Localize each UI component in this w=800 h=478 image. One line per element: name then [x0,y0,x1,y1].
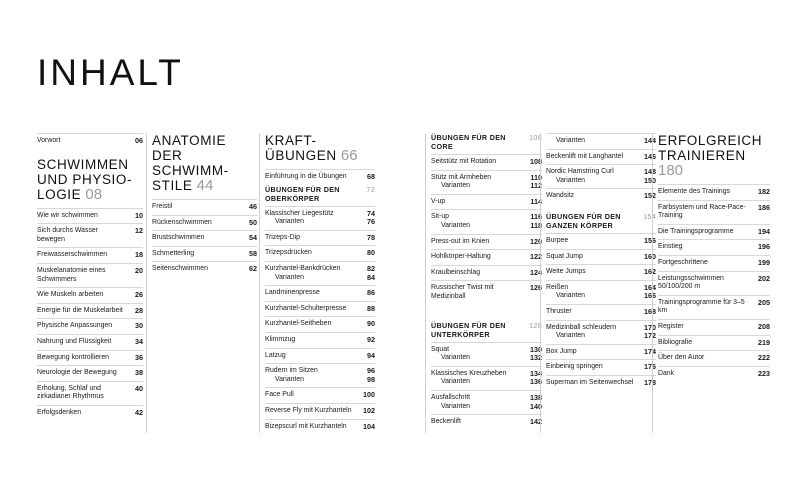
entry-page-number: 100 [363,390,375,400]
subsection-heading [265,185,375,203]
entry-title: Nahrung und Flüssigkeit [37,337,112,345]
entry-title: Trizeps-Dip [265,233,300,241]
entry-page-number: 168 [644,306,656,316]
toc-entry[interactable] [37,133,143,149]
entry-variant-title: Varianten [441,221,470,229]
entry-page-number: 92 [367,334,375,344]
entry-variant-page-number: 166 [644,291,656,301]
entry-variant-page-number: 132 [530,353,542,363]
entry-page-number: 146 [644,151,656,161]
toc-entry[interactable] [658,319,770,335]
entry-page-number: 20 [135,265,143,275]
entry-page-number: 176 [644,362,656,372]
entry-variant-title: Varianten [275,273,304,281]
spacer [431,305,542,313]
entry-page-number: 42 [135,407,143,417]
toc-entry[interactable] [546,359,656,375]
entry-page-number: 104 [363,421,375,431]
entry-title: V-up [431,197,446,205]
toc-entry[interactable] [431,234,542,250]
toc-entry[interactable] [431,154,542,170]
toc-entry[interactable] [658,350,770,366]
toc-entry[interactable] [546,344,656,360]
entry-title: Kurzhantel-Bankdrücken [265,264,341,272]
entry-title: Trizepsdrücken [265,249,312,257]
section-heading [658,133,770,178]
toc-entry[interactable] [546,164,656,188]
entry-title: Einführung in die Übungen [265,173,347,180]
toc-entry[interactable] [546,188,656,204]
entry-title: Reißen [546,283,569,291]
entry-title: Leistungsschwimmen 50/100/200 m [658,274,724,291]
toc-entry[interactable] [37,334,143,350]
entry-title: Erfolgsdenken [37,408,82,416]
subsection-title: ÜBUNGEN FÜR DEN UNTERKÖRPER [431,320,506,339]
entry-title: Reverse Fly mit Kurzhanteln [265,406,352,414]
toc-entry[interactable] [546,320,656,344]
entry-page-number: 162 [644,267,656,277]
toc-entry[interactable] [37,381,143,405]
toc-entry[interactable] [37,318,143,334]
toc-entry[interactable] [152,246,257,262]
section-title: ERFOLGREICH TRAINIEREN [658,133,763,163]
entry-page-number: 148 [644,167,656,177]
entry-page-number: 86 [367,288,375,298]
entry-page-number: 223 [758,368,770,378]
entry-title: Kraulbeinschlag [431,268,481,276]
toc-entry[interactable] [658,255,770,271]
entry-page-number: 62 [249,264,257,274]
entry-page-number: 208 [758,321,770,331]
entry-page-number: 30 [135,321,143,331]
toc-entry[interactable] [37,405,143,421]
entry-page-number: 156 [644,235,656,245]
toc-column-2 [146,133,257,433]
toc-entry[interactable] [546,375,656,391]
section-page-number: 44 [192,177,214,194]
toc-entry[interactable] [265,419,375,435]
entry-page-number: 06 [135,136,143,145]
entry-title: Squat [431,345,450,353]
toc-entry[interactable] [431,342,542,366]
entry-page-number: 144 [644,136,656,145]
toc-entry[interactable] [265,301,375,317]
entry-page-number: 122 [530,252,542,262]
subsection-heading [431,321,542,339]
toc-entry[interactable] [265,245,375,261]
section-title: SCHWIMMEN UND PHYSIO-LOGIE [37,156,133,202]
entry-variant-title: Varianten [556,176,585,184]
entry-title: Freiwasserschwimmen [37,251,108,259]
entry-title: Stütz mit Armheben [431,173,492,181]
toc-entry[interactable] [658,184,770,200]
entry-title: Wandsitz [546,192,575,200]
entry-title: Thruster [546,307,572,315]
entry-page-number: 222 [758,353,770,363]
entry-title: Dank [658,369,675,377]
toc-entry[interactable] [37,263,143,287]
entry-page-number: 202 [758,273,770,283]
subsection-heading [431,133,542,151]
entry-title: Bizepscurl mit Kurzhanteln [265,422,347,430]
toc-entry[interactable] [658,335,770,351]
entry-page-number: 194 [758,226,770,236]
entry-title: Elemente des Trainings [658,188,731,195]
section-page-number: 08 [81,185,103,203]
entry-page-number: 18 [135,250,143,260]
toc-entry[interactable] [265,316,375,332]
entry-title: Bibliografie [658,338,693,346]
entry-page-number: 120 [530,236,542,246]
entry-variant-page-number: 98 [367,374,375,384]
spacer [431,313,542,321]
subsection-title: ÜBUNGEN FÜR DEN GANZEN KÖRPER [546,211,621,230]
toc-column-1 [37,133,143,421]
entry-page-number: 82 [367,263,375,273]
entry-page-number: 34 [135,336,143,346]
toc-entry[interactable] [37,350,143,366]
entry-title: Sich durchs Wasser bewegen [37,227,99,243]
entry-title: Russischer Twist mit Medizinball [431,284,494,300]
entry-variant-title: Varianten [441,378,470,386]
entry-page-number: 219 [758,337,770,347]
toc-entry[interactable] [658,295,770,319]
entry-variant-title: Varianten [275,375,304,383]
entry-title: Freistil [152,203,173,210]
entry-title: Wie Muskeln arbeiten [37,291,104,299]
toc-entry[interactable] [546,249,656,265]
toc-entry[interactable] [658,224,770,240]
entry-page-number: 116 [530,212,542,222]
entry-page-number: 12 [135,226,143,236]
toc-entry[interactable] [431,265,542,281]
entry-page-number: 88 [367,303,375,313]
entry-page-number: 196 [758,242,770,252]
entry-title: Nordic Hamstring Curl [546,168,614,176]
toc-entry[interactable] [265,261,375,285]
entry-title: Rudern im Sitzen [265,367,318,375]
page-title: INHALT [37,52,184,93]
entry-variant-page-number: 172 [644,331,656,341]
entry-page-number: 78 [367,232,375,242]
toc-entry[interactable] [37,247,143,263]
toc-entry[interactable] [265,348,375,364]
entry-title: Klimmzug [265,335,296,343]
toc-entry[interactable] [152,215,257,231]
entry-title: Varianten [556,137,585,144]
entry-page-number: 174 [644,346,656,356]
entry-title: Beckenlift [431,418,461,426]
toc-entry[interactable] [546,133,656,149]
entry-page-number: 80 [367,248,375,258]
section-page-number: 66 [336,147,358,164]
entry-variant-page-number: 136 [530,377,542,387]
toc-entry[interactable] [658,366,770,382]
toc-entry[interactable] [431,194,542,210]
entry-page-number: 178 [644,377,656,387]
entry-variant-title: Varianten [275,218,304,226]
entry-title: Face Pull [265,391,294,399]
section-page-number: 180 [658,162,684,179]
toc-entry[interactable] [265,363,375,387]
entry-page-number: 182 [758,187,770,196]
entry-variant-page-number: 84 [367,272,375,282]
entry-page-number: 108 [530,157,542,166]
entry-page-number: 164 [644,282,656,292]
entry-title: Schmetterling [152,249,195,257]
entry-page-number: 160 [644,251,656,261]
entry-page-number: 58 [249,248,257,258]
entry-title: Über den Autor [658,354,705,362]
entry-title: Squat Jump [546,252,583,260]
toc-entry[interactable] [546,233,656,249]
toc-entry[interactable] [37,208,143,224]
toc-entry[interactable] [431,414,542,430]
entry-page-number: 134 [530,368,542,378]
entry-page-number: 142 [530,417,542,427]
toc-entry[interactable] [431,366,542,390]
entry-title: Seitstütz mit Rotation [431,158,497,165]
toc-entry[interactable] [431,170,542,194]
toc-entry[interactable] [546,149,656,165]
subsection-page-number: 72 [366,184,375,194]
subsection-title: ÜBUNGEN FÜR DEN OBERKÖRPER [265,184,340,203]
toc-column-3 [259,133,375,433]
toc-entry[interactable] [546,264,656,280]
entry-page-number: 74 [367,208,375,218]
toc-column-6 [652,133,770,433]
toc-entry[interactable] [152,199,257,215]
entry-variant-page-number: 76 [367,217,375,227]
entry-variant-title: Varianten [556,332,585,340]
entry-page-number: 10 [135,210,143,220]
subsection-page-number: 154 [643,211,656,221]
toc-entry[interactable] [658,271,770,295]
subsection-page-number: 128 [529,320,542,330]
toc-entry[interactable] [265,169,375,185]
toc-entry[interactable] [37,365,143,381]
entry-title: Box Jump [546,347,577,355]
entry-page-number: 28 [135,305,143,315]
entry-page-number: 96 [367,366,375,376]
toc-entry[interactable] [431,390,542,414]
section-title: ANATOMIE DER SCHWIMM-STILE [152,133,229,193]
toc-entry[interactable] [37,223,143,247]
entry-title: Vorwort [37,137,61,144]
entry-page-number: 152 [644,191,656,201]
toc-entry[interactable] [152,261,257,277]
toc-entry[interactable] [546,280,656,304]
toc-entry[interactable] [265,285,375,301]
entry-title: Klassischer Liegestütz [265,209,334,217]
entry-page-number: 110 [530,172,542,182]
entry-title: Sit-up [431,213,450,221]
entry-variant-page-number: 112 [530,181,542,191]
toc-entry[interactable] [265,230,375,246]
entry-title: Einstieg [658,243,683,251]
entry-title: Kurzhantel-Seitheben [265,320,332,328]
entry-page-number: 54 [249,233,257,243]
subsection-heading [546,212,656,230]
section-heading [37,157,143,202]
entry-page-number: 126 [530,283,542,293]
entry-title: Farbsystem und Race-Pace-Training [658,203,746,220]
toc-entry[interactable] [152,230,257,246]
entry-page-number: 50 [249,217,257,227]
entry-title: Ausfallschritt [431,393,471,401]
entry-title: Trainingsprogramme für 3–5 km [658,298,745,315]
toc-entry[interactable] [265,206,375,230]
entry-title: Hohlkörper-Haltung [431,253,491,261]
entry-page-number: 114 [530,196,542,206]
entry-page-number: 26 [135,290,143,300]
entry-page-number: 124 [530,267,542,277]
entry-variant-page-number: 118 [530,220,542,230]
entry-title: Superman im Seitenwechsel [546,378,634,386]
entry-title: Fortgeschrittene [658,258,708,266]
entry-title: Energie für die Muskelarbeit [37,306,123,314]
entry-page-number: 170 [644,322,656,332]
entry-title: Latzug [265,351,286,359]
entry-title: Einbeinig springen [546,363,603,371]
entry-title: Klassisches Kreuzheben [431,369,507,377]
entry-title: Muskelanatomie eines Schwimmers [37,266,106,283]
entry-page-number: 186 [758,202,770,212]
entry-page-number: 68 [367,172,375,181]
entry-page-number: 199 [758,257,770,267]
entry-variant-page-number: 140 [530,401,542,411]
toc-entry[interactable] [431,209,542,233]
entry-page-number: 38 [135,368,143,378]
entry-variant-title: Varianten [556,292,585,300]
entry-title: Rückenschwimmen [152,218,212,226]
entry-title: Kurzhantel-Schulterpresse [265,304,347,312]
entry-page-number: 36 [135,352,143,362]
toc-entry[interactable] [658,239,770,255]
entry-title: Brustschwimmen [152,234,205,242]
toc-entry[interactable] [265,332,375,348]
entry-title: Wie wir schwimmen [37,211,98,219]
entry-page-number: 90 [367,319,375,329]
entry-variant-page-number: 150 [644,175,656,185]
entry-page-number: 138 [530,392,542,402]
toc-column-4 [425,133,542,433]
entry-title: Beckenlift mit Langhantel [546,152,623,160]
toc-entry[interactable] [37,303,143,319]
entry-title: Physische Anpassungen [37,322,113,330]
toc-entry[interactable] [546,304,656,320]
entry-title: Neurologie der Bewegung [37,369,117,377]
entry-title: Landminenpresse [265,289,320,297]
entry-page-number: 102 [363,405,375,415]
entry-page-number: 40 [135,383,143,393]
section-heading [265,133,375,163]
toc-entry[interactable] [431,249,542,265]
entry-title: Seitenschwimmen [152,265,208,273]
toc-entry[interactable] [265,403,375,419]
toc-entry[interactable] [431,280,542,304]
entry-title: Erholung, Schlaf und zirkadianer Rhythmus [37,384,104,401]
toc-column-5 [540,133,656,433]
entry-title: Medizinball schleudern [546,323,617,331]
entry-variant-title: Varianten [441,354,470,362]
entry-title: Weite Jumps [546,268,586,276]
spacer [546,204,656,212]
section-heading [152,133,257,193]
subsection-title: ÜBUNGEN FÜR DEN CORE [431,133,506,151]
entry-title: Die Trainingsprogramme [658,227,734,235]
toc-entry[interactable] [37,287,143,303]
entry-page-number: 46 [249,202,257,211]
entry-page-number: 130 [530,344,542,354]
toc-entry[interactable] [265,387,375,403]
entry-title: Press-out im Knien [431,237,490,245]
section-title: KRAFT-ÜBUNGEN [265,133,337,163]
entry-title: Burpee [546,236,569,244]
entry-variant-title: Varianten [441,402,470,410]
entry-title: Register [658,322,684,330]
subsection-page-number: 106 [529,133,542,142]
entry-title: Bewegung kontrollieren [37,353,110,361]
entry-page-number: 205 [758,297,770,307]
entry-page-number: 94 [367,350,375,360]
entry-variant-title: Varianten [441,182,470,190]
toc-entry[interactable] [658,200,770,224]
